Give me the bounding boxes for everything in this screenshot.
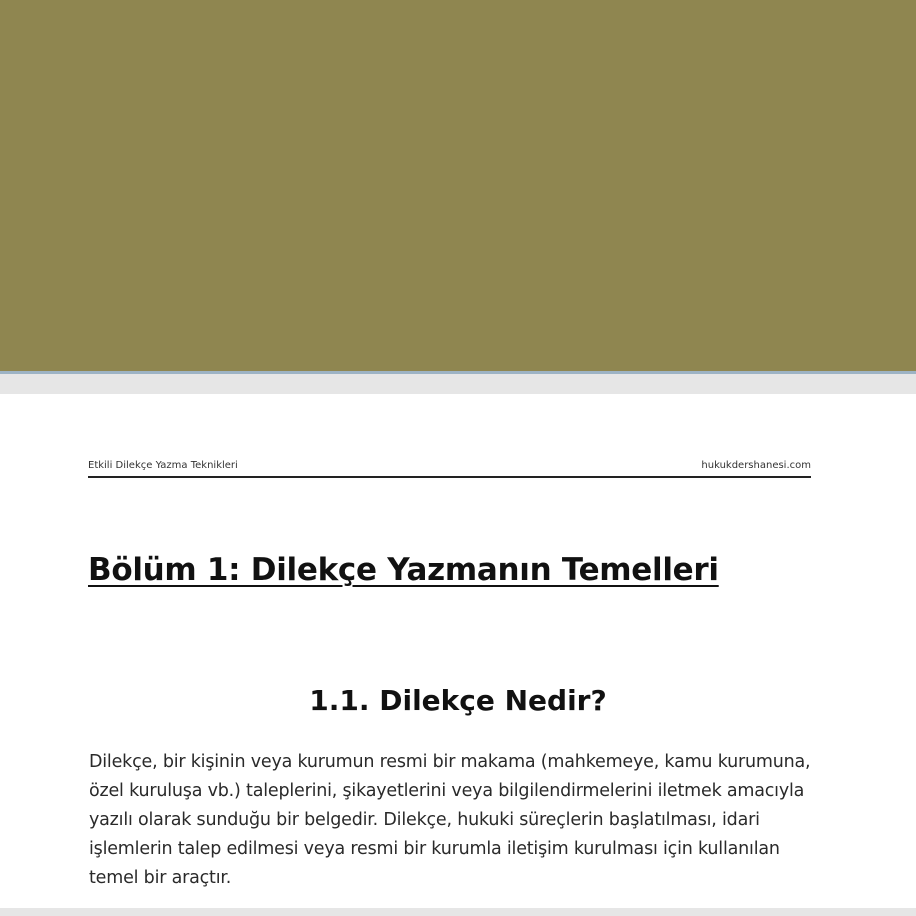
cover-page [0, 0, 916, 371]
running-header [88, 460, 811, 478]
header-title: Etkili Dilekçe Yazma Teknikleri [88, 460, 238, 471]
header-website: hukukdershanesi.com [701, 460, 811, 471]
page-gap [0, 374, 916, 394]
document-page [0, 394, 916, 908]
chapter-title: Bölüm 1: Dilekçe Yazmanın Temelleri [88, 552, 719, 588]
body-paragraph: Dilekçe, bir kişinin veya kurumun resmi bir makama (mahkemeye, kamu kurumuna, özel kuruluşa vb.) taleplerini, şikayetlerini veya bilgilendirmelerini iletmek amacıyla yazılı olarak sunduğu bir belgedir. Dilekçe, hukuki süreçlerin başlatılması, idari işlemlerin talep edilmesi veya resmi bir kurumla iletişim kurulması için kullanılan temel bir araçtır. [89, 752, 811, 888]
section-title: 1.1. Dilekçe Nedir? [309, 684, 607, 717]
page-gap-bottom [0, 908, 916, 916]
